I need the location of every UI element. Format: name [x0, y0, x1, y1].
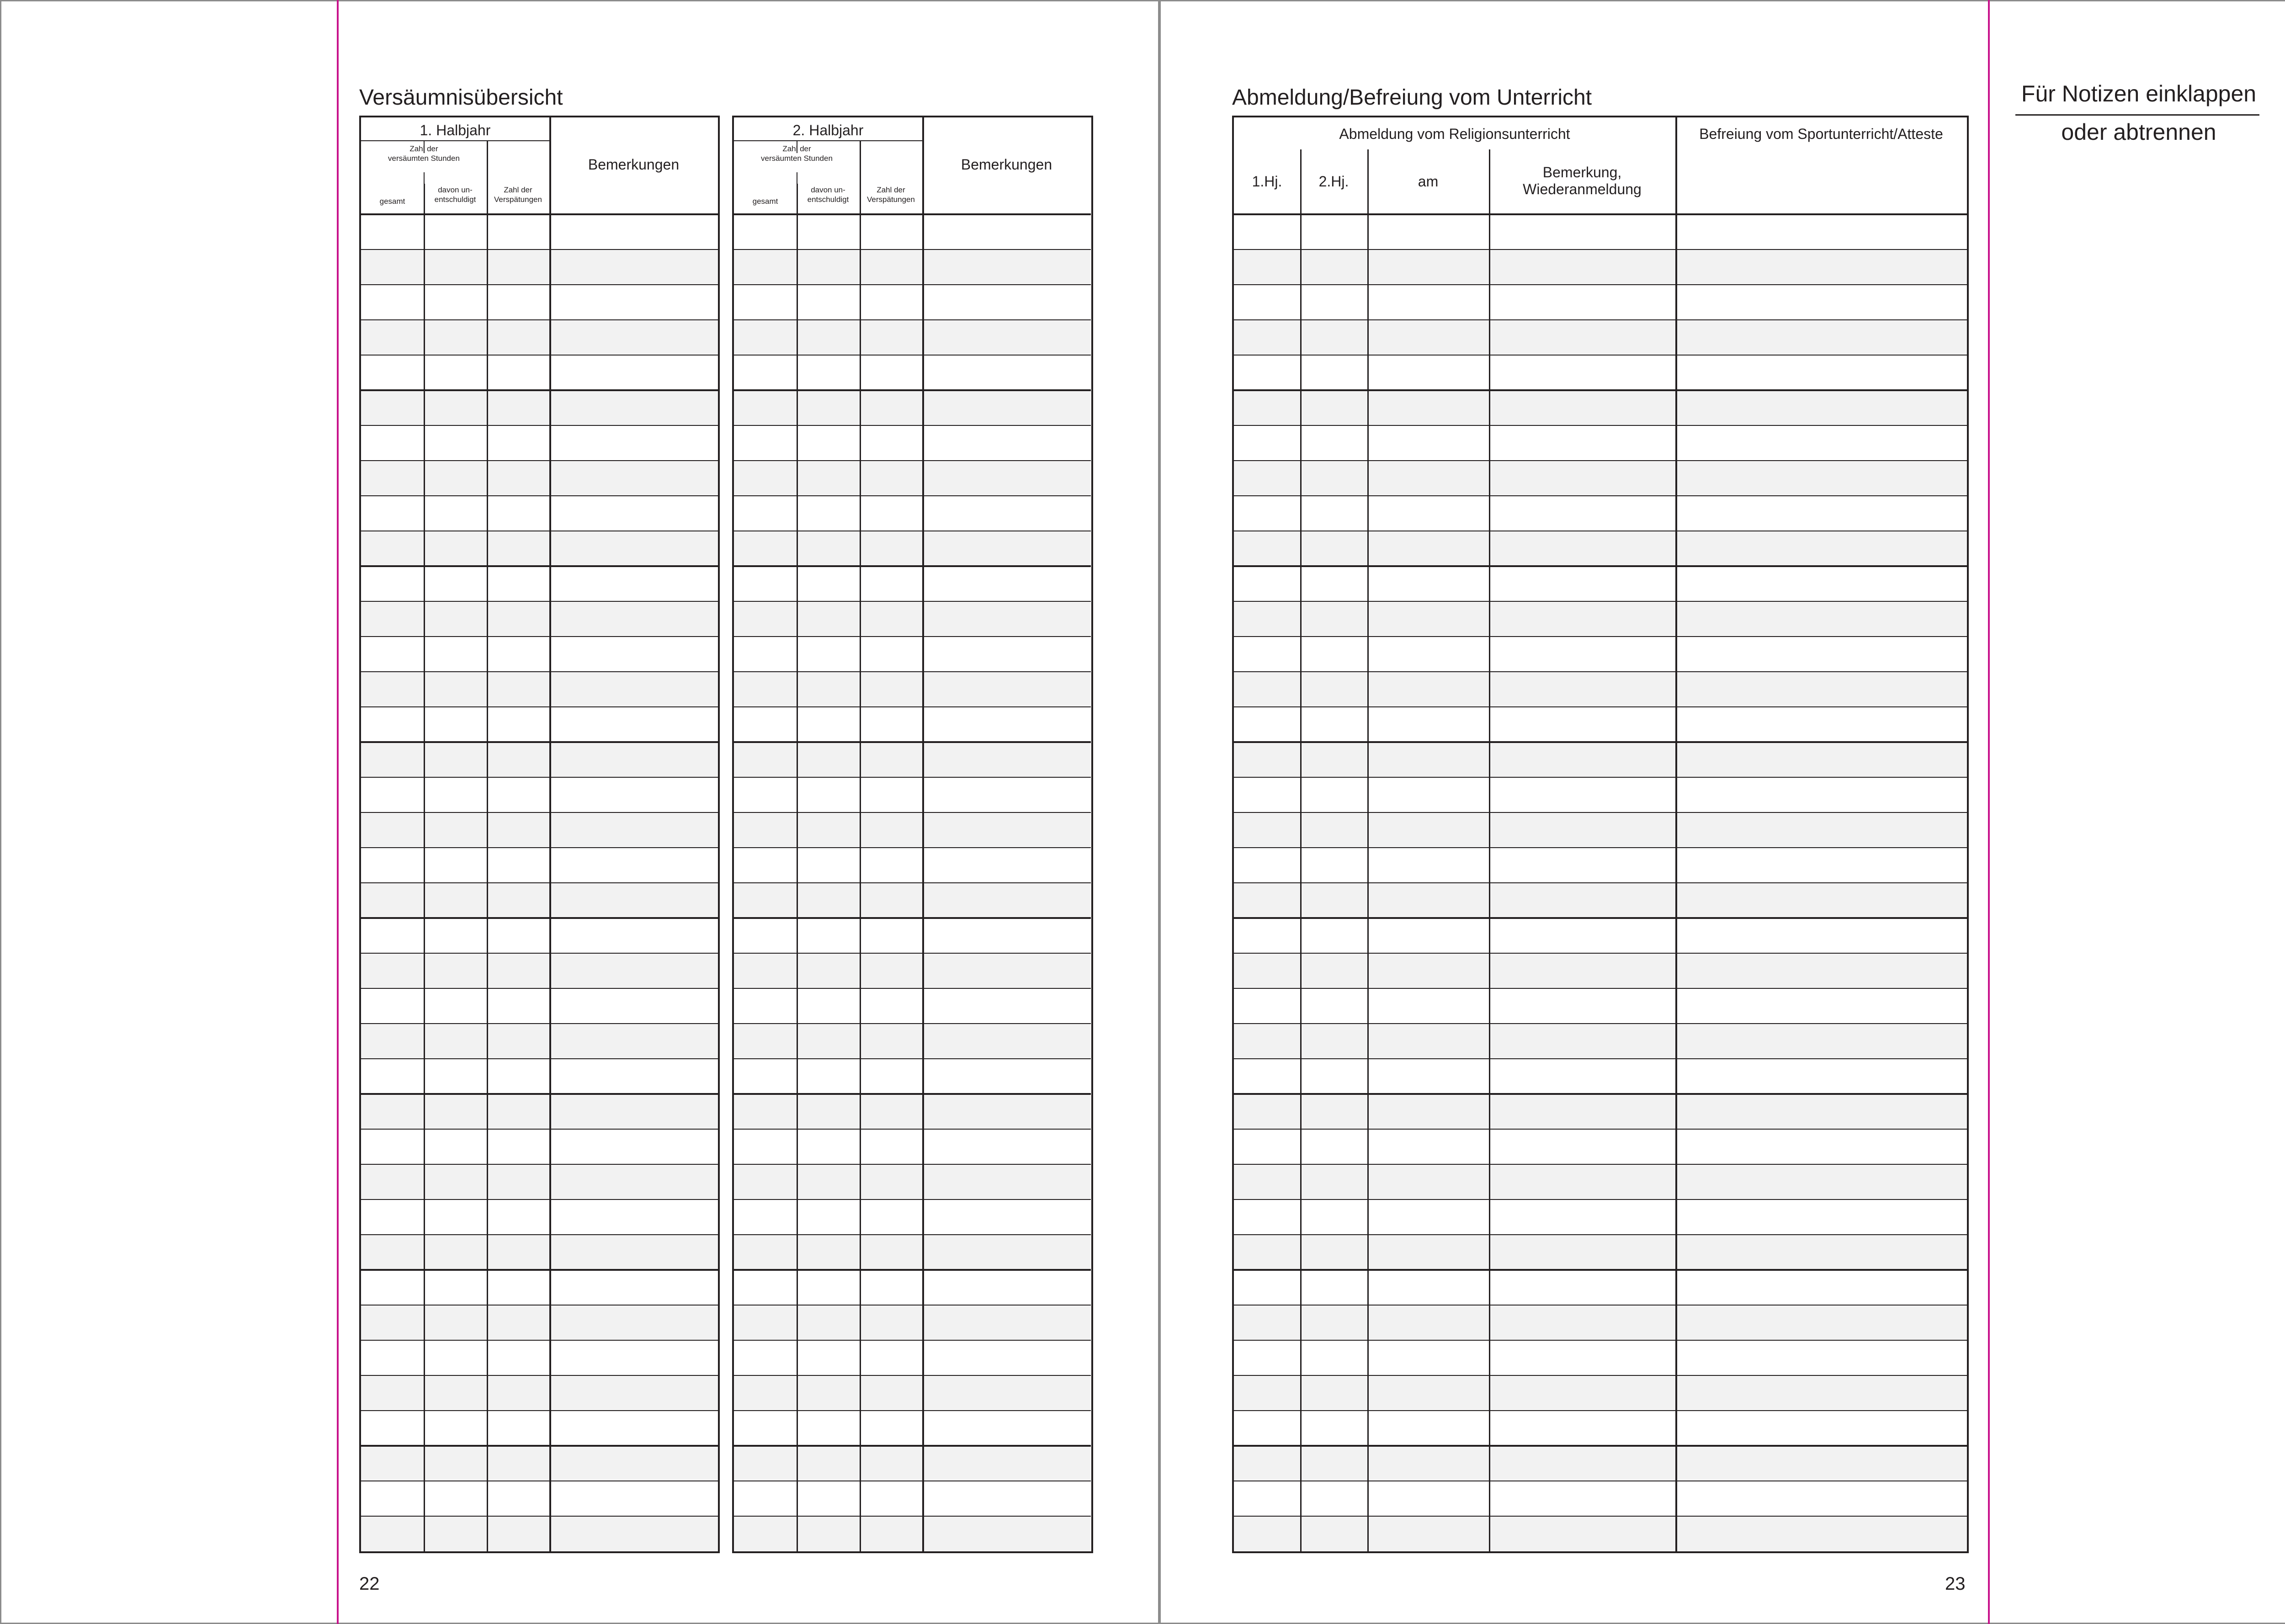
col-am-label: am — [1418, 173, 1439, 190]
table-row-rule — [1234, 1375, 1967, 1376]
table-row-shade — [1234, 1375, 1967, 1411]
table-row-shade — [361, 1164, 718, 1199]
table-row-shade — [361, 1235, 718, 1270]
table-row-shade — [734, 742, 1091, 777]
table-row-shade — [734, 1516, 1091, 1551]
table-row-rule — [1234, 565, 1967, 567]
col-remarks-label: Bemerkungen — [588, 156, 680, 173]
table-row-shade — [734, 249, 1091, 285]
table-row-rule — [734, 319, 1091, 320]
table-row-rule — [734, 777, 1091, 778]
spine-line — [1158, 0, 1161, 1624]
right-fold-line — [1988, 0, 1990, 1624]
col-unexcused-label: davon un- entschuldigt — [434, 186, 476, 204]
table-row-rule — [734, 1375, 1091, 1376]
table-row-rule — [1234, 1340, 1967, 1341]
table-row-rule — [361, 1199, 718, 1200]
table-row-rule — [1234, 1445, 1967, 1447]
table-row-rule — [1234, 249, 1967, 250]
table-row-rule — [361, 636, 718, 637]
table-row-rule — [361, 1305, 718, 1306]
table-row-rule — [1234, 882, 1967, 883]
table-row-rule — [1234, 847, 1967, 848]
table-row-rule — [734, 460, 1091, 461]
table-row-rule — [734, 847, 1091, 848]
table-row-shade — [361, 1375, 718, 1411]
table-header-rule — [1234, 213, 1967, 215]
table-row-rule — [361, 1516, 718, 1517]
table-row-shade — [1234, 390, 1967, 425]
table-row-shade — [1234, 742, 1967, 777]
fold-instruction-rule — [2015, 114, 2259, 116]
table-row-rule — [734, 425, 1091, 426]
table-row-rule — [734, 1199, 1091, 1200]
table-row-shade — [1234, 1024, 1967, 1059]
table-row-rule — [361, 1093, 718, 1095]
absence-table-first-half — [359, 116, 720, 1553]
table-column-rule — [860, 140, 861, 1551]
table-row-rule — [734, 1445, 1091, 1447]
table-row-shade — [361, 672, 718, 707]
table-row-shade — [1234, 1446, 1967, 1481]
table-row-shade — [361, 812, 718, 848]
table-row-shade — [361, 953, 718, 988]
table-row-rule — [361, 1023, 718, 1024]
table-row-shade — [734, 1094, 1091, 1129]
table-row-shade — [1234, 1516, 1967, 1551]
table-row-shade — [734, 601, 1091, 637]
table-row-shade — [361, 1516, 718, 1551]
table-row-shade — [734, 320, 1091, 355]
table-row-rule — [734, 601, 1091, 602]
table-row-rule — [734, 1305, 1091, 1306]
table-row-rule — [361, 847, 718, 848]
table-column-rule — [1489, 149, 1490, 1551]
table-row-rule — [361, 389, 718, 391]
table-row-shade — [734, 953, 1091, 988]
exemption-table — [1232, 116, 1969, 1553]
left-fold-line — [337, 0, 339, 1624]
table-row-rule — [361, 1410, 718, 1411]
table-row-shade — [1234, 531, 1967, 566]
table-row-shade — [361, 461, 718, 496]
col-late-label: Zahl der Verspätungen — [494, 186, 542, 204]
table-row-shade — [361, 601, 718, 637]
table-row-rule — [734, 706, 1091, 707]
table-row-rule — [361, 917, 718, 919]
missed-hours-group-label: Zahl der versäumten Stunden — [388, 144, 460, 163]
table-row-shade — [361, 883, 718, 918]
missed-hours-group-label: Zahl der versäumten Stunden — [761, 144, 833, 163]
table-row-shade — [361, 1305, 718, 1340]
table-row-shade — [734, 1235, 1091, 1270]
table-row-rule — [361, 1058, 718, 1059]
table-row-shade — [1234, 672, 1967, 707]
table-row-shade — [734, 1164, 1091, 1199]
table-row-rule — [1234, 460, 1967, 461]
table-column-rule — [549, 117, 551, 1551]
table-row-rule — [1234, 1305, 1967, 1306]
table-row-shade — [734, 1024, 1091, 1059]
table-row-rule — [361, 425, 718, 426]
table-row-rule — [1234, 1129, 1967, 1130]
table-column-rule — [1300, 149, 1302, 1551]
fold-instruction-line2: oder abtrennen — [2061, 119, 2216, 145]
table-row-shade — [1234, 883, 1967, 918]
col-total-label: gesamt — [752, 197, 778, 206]
table-row-rule — [361, 460, 718, 461]
table-row-rule — [734, 355, 1091, 356]
table-row-rule — [361, 1445, 718, 1447]
table-row-rule — [734, 988, 1091, 989]
table-row-rule — [734, 1093, 1091, 1095]
col-remarks-label: Bemerkungen — [961, 156, 1052, 173]
table-row-rule — [734, 249, 1091, 250]
table-row-rule — [1234, 988, 1967, 989]
table-row-shade — [1234, 1094, 1967, 1129]
table-row-rule — [361, 988, 718, 989]
half-year-label: 1. Halbjahr — [420, 122, 491, 138]
table-row-rule — [734, 565, 1091, 567]
page-number-right: 23 — [1945, 1574, 1966, 1594]
table-row-shade — [1234, 461, 1967, 496]
table-row-rule — [361, 812, 718, 813]
page-title-left: Versäumnisübersicht — [359, 85, 563, 110]
table-row-rule — [361, 1164, 718, 1165]
table-row-rule — [1234, 917, 1967, 919]
col-total-label: gesamt — [379, 197, 405, 206]
table-row-rule — [734, 636, 1091, 637]
table-row-shade — [734, 812, 1091, 848]
table-row-shade — [734, 1375, 1091, 1411]
table-row-rule — [361, 319, 718, 320]
table-row-shade — [361, 320, 718, 355]
table-row-rule — [361, 777, 718, 778]
table-column-rule — [1367, 149, 1369, 1551]
table-column-rule — [424, 184, 425, 1551]
table-row-rule — [361, 706, 718, 707]
table-row-rule — [1234, 741, 1967, 743]
table-row-shade — [734, 531, 1091, 566]
table-row-rule — [1234, 1269, 1967, 1271]
table-row-shade — [734, 390, 1091, 425]
table-row-rule — [361, 1129, 718, 1130]
table-row-rule — [1234, 1058, 1967, 1059]
table-row-rule — [361, 1340, 718, 1341]
table-row-rule — [361, 882, 718, 883]
table-column-rule — [1675, 117, 1677, 1551]
page-number-left: 22 — [359, 1574, 380, 1594]
table-row-rule — [1234, 601, 1967, 602]
table-row-shade — [361, 531, 718, 566]
table-row-rule — [1234, 495, 1967, 496]
table-row-shade — [1234, 320, 1967, 355]
table-row-shade — [734, 461, 1091, 496]
table-row-rule — [1234, 1023, 1967, 1024]
table-row-shade — [1234, 812, 1967, 848]
table-row-rule — [734, 1410, 1091, 1411]
table-header-rule — [361, 213, 718, 215]
table-row-rule — [361, 741, 718, 743]
table-row-rule — [1234, 1234, 1967, 1235]
table-row-shade — [734, 1446, 1091, 1481]
table-row-shade — [361, 742, 718, 777]
table-row-rule — [1234, 953, 1967, 954]
table-row-rule — [734, 1516, 1091, 1517]
table-row-rule — [1234, 812, 1967, 813]
table-row-rule — [734, 953, 1091, 954]
table-row-rule — [1234, 389, 1967, 391]
table-row-rule — [734, 1129, 1091, 1130]
table-row-rule — [1234, 1199, 1967, 1200]
table-row-shade — [1234, 601, 1967, 637]
col-remark-label: Bemerkung, Wiederanmeldung — [1523, 164, 1642, 197]
table-row-shade — [734, 1305, 1091, 1340]
col-hj1-label: 1.Hj. — [1252, 173, 1282, 190]
table-row-rule — [361, 601, 718, 602]
table-row-shade — [1234, 1235, 1967, 1270]
table-row-shade — [1234, 953, 1967, 988]
table-row-rule — [734, 1023, 1091, 1024]
table-row-rule — [734, 495, 1091, 496]
table-row-shade — [361, 390, 718, 425]
absence-table-second-half — [732, 116, 1093, 1553]
page-title-right: Abmeldung/Befreiung vom Unterricht — [1232, 85, 1592, 110]
table-header-rule — [734, 213, 1091, 215]
table-row-shade — [361, 1024, 718, 1059]
table-row-rule — [361, 953, 718, 954]
table-row-rule — [1234, 1516, 1967, 1517]
fold-instruction-line1: Für Notizen einklappen — [2021, 81, 2257, 106]
table-row-rule — [1234, 425, 1967, 426]
table-column-rule — [922, 117, 924, 1551]
table-column-rule — [487, 140, 488, 1551]
col-late-label: Zahl der Verspätungen — [867, 186, 915, 204]
table-row-rule — [1234, 284, 1967, 285]
table-row-rule — [734, 1058, 1091, 1059]
sport-group-label: Befreiung vom Sportunterricht/Atteste — [1699, 126, 1943, 142]
half-year-rule — [734, 140, 922, 141]
table-row-rule — [1234, 1410, 1967, 1411]
half-year-label: 2. Halbjahr — [792, 122, 864, 138]
table-row-rule — [1234, 706, 1967, 707]
religion-group-label: Abmeldung vom Religionsunterricht — [1339, 126, 1570, 142]
table-column-rule — [797, 184, 798, 1551]
table-row-shade — [1234, 1305, 1967, 1340]
table-row-rule — [1234, 319, 1967, 320]
col-unexcused-label: davon un- entschuldigt — [807, 186, 849, 204]
table-row-rule — [361, 1234, 718, 1235]
table-row-rule — [361, 495, 718, 496]
table-row-rule — [1234, 355, 1967, 356]
table-row-rule — [734, 1234, 1091, 1235]
table-row-rule — [1234, 671, 1967, 672]
table-row-rule — [361, 1269, 718, 1271]
table-row-rule — [361, 249, 718, 250]
table-row-rule — [734, 1269, 1091, 1271]
table-row-shade — [734, 883, 1091, 918]
table-row-rule — [734, 1164, 1091, 1165]
table-row-shade — [361, 1446, 718, 1481]
table-row-rule — [361, 1375, 718, 1376]
half-year-rule — [361, 140, 549, 141]
table-row-rule — [734, 284, 1091, 285]
table-row-rule — [734, 741, 1091, 743]
table-row-rule — [361, 284, 718, 285]
table-row-rule — [734, 882, 1091, 883]
table-row-shade — [1234, 1164, 1967, 1199]
table-row-rule — [734, 389, 1091, 391]
table-row-rule — [1234, 1164, 1967, 1165]
table-row-rule — [361, 671, 718, 672]
table-row-rule — [734, 812, 1091, 813]
table-row-rule — [734, 1340, 1091, 1341]
table-row-rule — [1234, 777, 1967, 778]
col-hj2-label: 2.Hj. — [1318, 173, 1349, 190]
table-row-rule — [734, 671, 1091, 672]
table-row-shade — [361, 1094, 718, 1129]
table-row-rule — [361, 565, 718, 567]
table-row-shade — [1234, 249, 1967, 285]
table-row-rule — [1234, 1093, 1967, 1095]
table-row-shade — [361, 249, 718, 285]
table-row-rule — [734, 917, 1091, 919]
table-row-rule — [1234, 636, 1967, 637]
table-row-shade — [734, 672, 1091, 707]
table-row-rule — [361, 355, 718, 356]
